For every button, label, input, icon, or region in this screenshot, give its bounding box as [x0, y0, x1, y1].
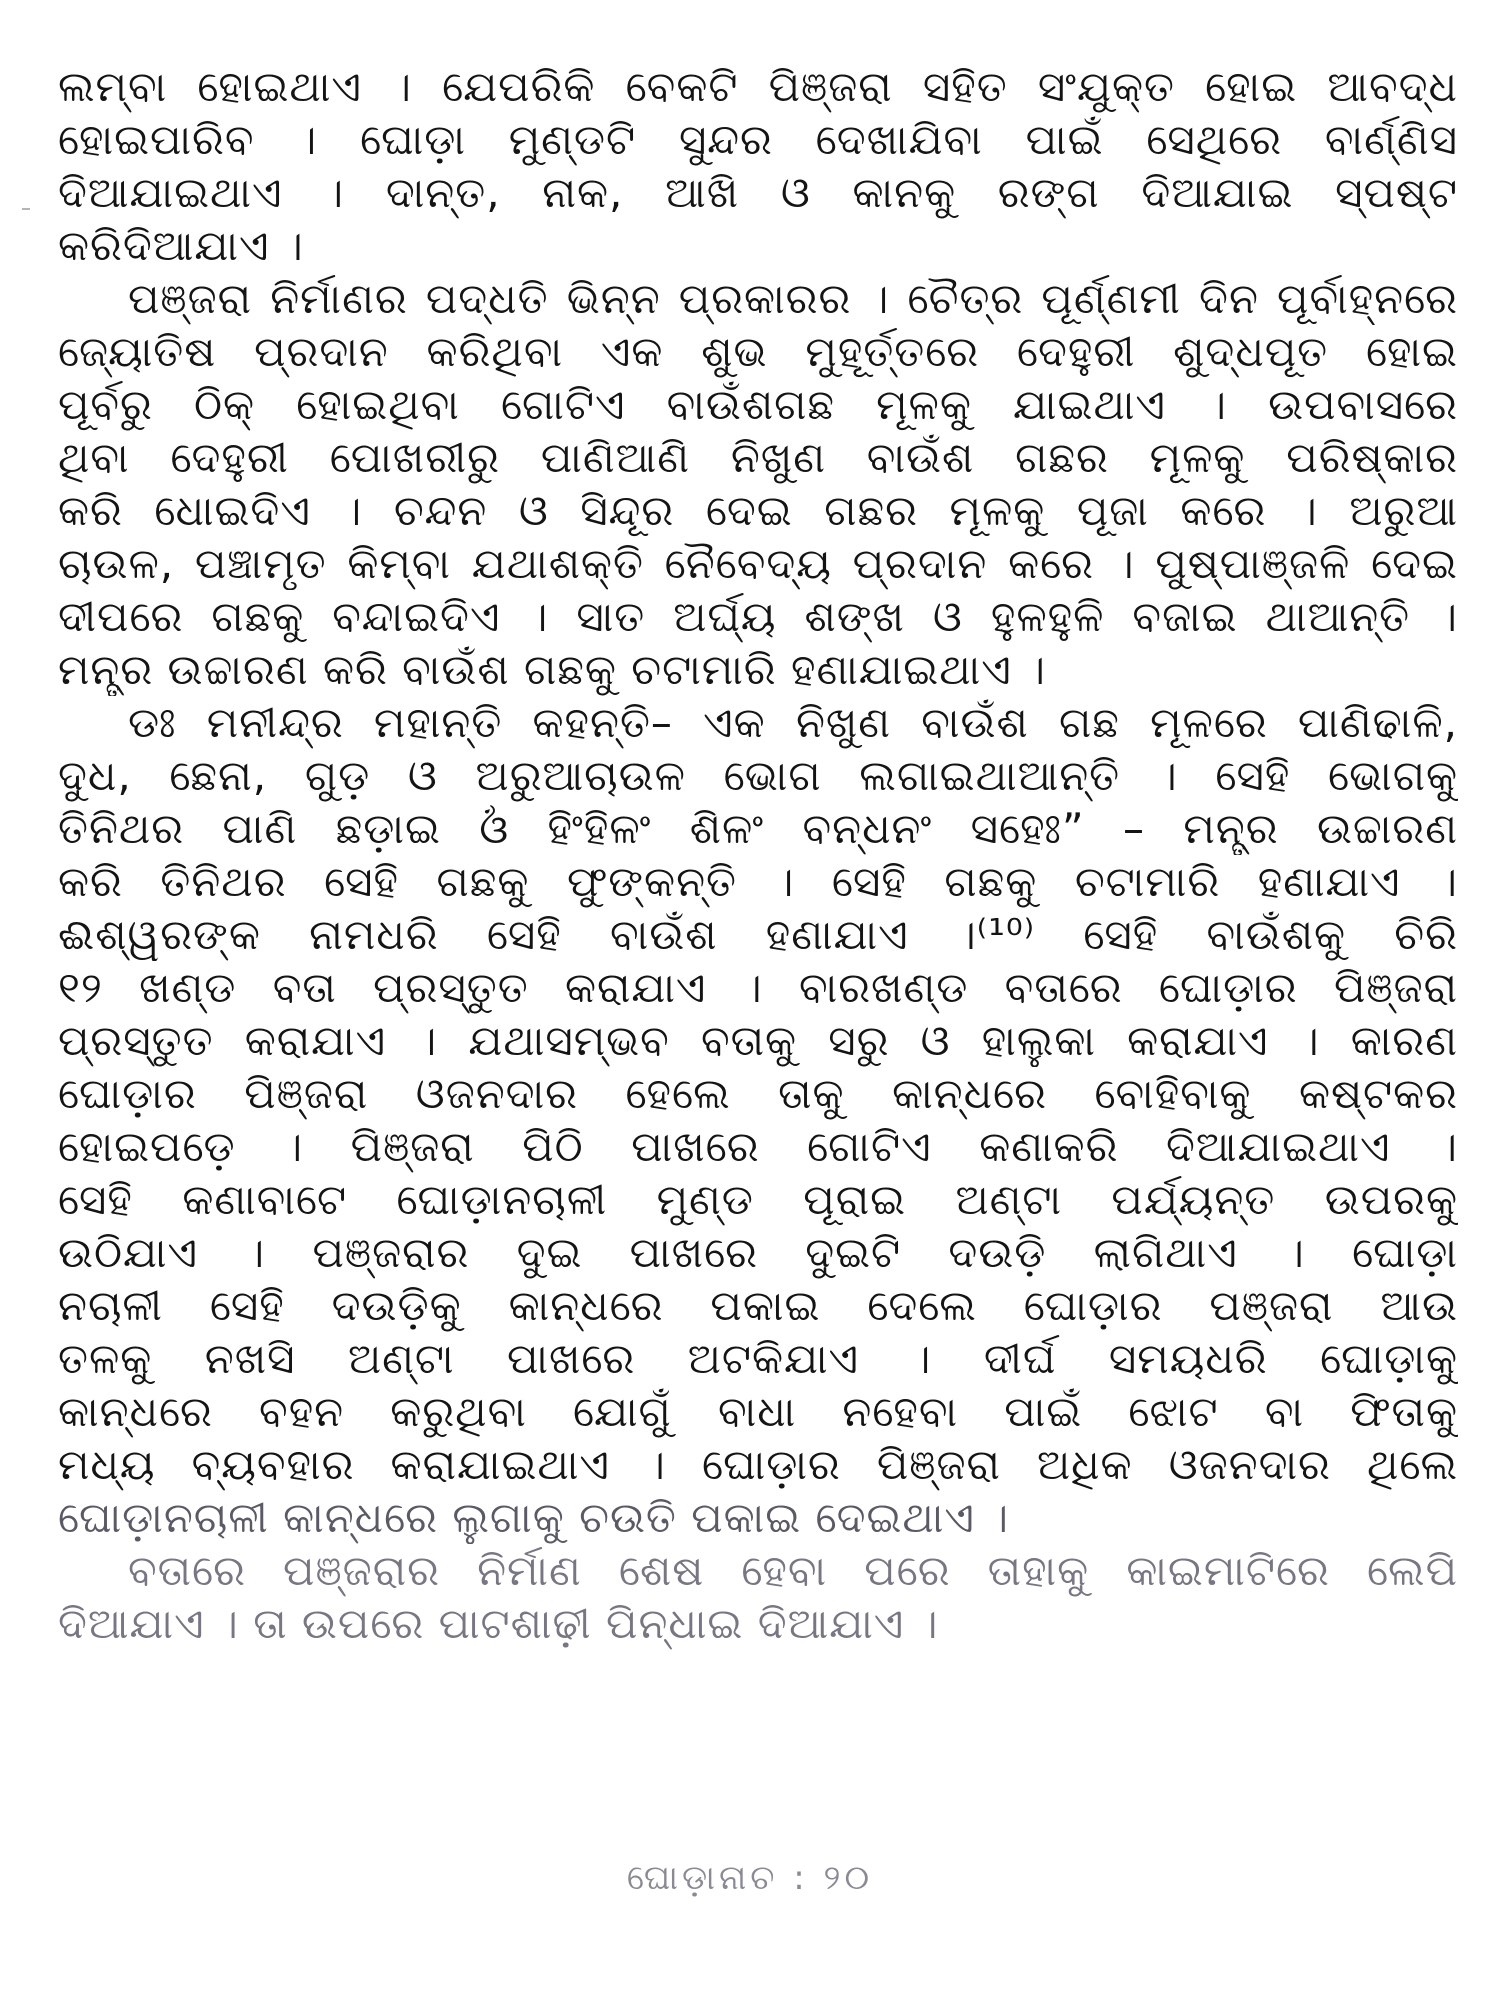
text-line: ୧୨ ଖଣ୍ଡ ବତା ପ୍ରସ୍ତୁତ କରାଯାଏ । ବାରଖଣ୍ଡ ବତାରେ ଘୋଡ଼ାର ପିଞ୍ଜରା [58, 963, 1458, 1012]
text-line: ହୋଇପଡ଼େ । ପିଞ୍ଜରା ପିଠି ପାଖରେ ଗୋଟିଏ କଣାକରି ଦିଆଯାଇଥାଏ । [58, 1122, 1458, 1171]
text-line: ପଞ୍ଜରା ନିର୍ମାଣର ପଦ୍ଧତି ଭିନ୍ନ ପ୍ରକାରର । ଚୈତ୍ର ପୂର୍ଣ୍ଣମୀ ଦିନ ପୂର୍ବାହ୍ନରେ [128, 274, 1458, 323]
text-line: ବତାରେ ପଞ୍ଜରାର ନିର୍ମାଣ ଶେଷ ହେବା ପରେ ତାହାକୁ କାଇମାଟିରେ ଲେପି [128, 1546, 1458, 1595]
text-line: ଲମ୍ବା ହୋଇଥାଏ । ଯେପରିକି ବେକଟି ପିଞ୍ଜରା ସହିତ ସଂଯୁକ୍ତ ହୋଇ ଆବଦ୍ଧ [58, 62, 1458, 111]
text-line: ଈଶ୍ୱରଙ୍କ ନାମଧରି ସେହି ବାଉଁଶ ହଣାଯାଏ ।⁽¹⁰⁾ ସେହି ବାଉଁଶକୁ ଚିରି [58, 910, 1458, 959]
text-line: ଘୋଡ଼ାନଚାଳୀ କାନ୍ଧରେ ଲୁଗାକୁ ଚଉତି ପକାଇ ଦେଇଥାଏ । [58, 1493, 1010, 1542]
text-line: ଦିଆଯାଏ । ତା ଉପରେ ପାଟଶାଢ଼ୀ ପିନ୍ଧାଇ ଦିଆଯାଏ । [58, 1599, 939, 1648]
text-line: ଜ୍ୟୋତିଷ ପ୍ରଦାନ କରିଥିବା ଏକ ଶୁଭ ମୁହୂର୍ତ୍ତରେ ଦେହୁରୀ ଶୁଦ୍ଧପୂତ ହୋଇ [58, 327, 1458, 376]
text-line: ମନ୍ତ୍ର ଉଚ୍ଚାରଣ କରି ବାଉଁଶ ଗଛକୁ ଚଟାମାରି ହଣାଯାଇଥାଏ । [58, 645, 1047, 694]
text-line: କାନ୍ଧରେ ବହନ କରୁଥିବା ଯୋଗୁଁ ବାଧା ନହେବା ପାଇଁ ଝୋଟ ବା ଫିତାକୁ [58, 1387, 1458, 1436]
body-text [58, 60, 1458, 1650]
text-line: ନଚାଳୀ ସେହି ଦଉଡ଼ିକୁ କାନ୍ଧରେ ପକାଇ ଦେଲେ ଘୋଡ଼ାର ପଞ୍ଜରା ଆଉ [58, 1281, 1458, 1330]
text-line: ଡଃ ମନୀନ୍ଦ୍ର ମହାନ୍ତି କହନ୍ତି– ଏକ ନିଖୁଣ ବାଉଁଶ ଗଛ ମୂଳରେ ପାଣିଢାଳି, [128, 698, 1458, 747]
text-line: ହୋଇପାରିବ । ଘୋଡ଼ା ମୁଣ୍ଡଟି ସୁନ୍ଦର ଦେଖାଯିବା ପାଇଁ ସେଥିରେ ବାର୍ଣ୍ଣିସ [58, 115, 1458, 164]
text-line: ଦିଆଯାଇଥାଏ । ଦାନ୍ତ, ନାକ, ଆଖି ଓ କାନକୁ ରଙ୍ଗ ଦିଆଯାଇ ସ୍ପଷ୍ଟ [58, 168, 1458, 217]
text-line: ଥିବା ଦେହୁରୀ ପୋଖରୀରୁ ପାଣିଆଣି ନିଖୁଣ ବାଉଁଶ ଗଛର ମୂଳକୁ ପରିଷ୍କାର [58, 433, 1458, 482]
text-line: କରି ଧୋଇଦିଏ । ଚନ୍ଦନ ଓ ସିନ୍ଦୂର ଦେଇ ଗଛର ମୂଳକୁ ପୂଜା କରେ । ଅରୁଆ [58, 486, 1458, 535]
text-line: ଉଠିଯାଏ । ପଞ୍ଜରାର ଦୁଇ ପାଖରେ ଦୁଇଟି ଦଉଡ଼ି ଲାଗିଥାଏ । ଘୋଡ଼ା [58, 1228, 1458, 1277]
page-footer: ଘୋଡ଼ାନାଚ : ୨୦ [626, 1858, 874, 1898]
text-line: କରି ତିନିଥର ସେହି ଗଛକୁ ଫୁଙ୍କନ୍ତି । ସେହି ଗଛକୁ ଚଟାମାରି ହଣାଯାଏ । [58, 857, 1458, 906]
text-line: ଦୁଧ, ଛେନା, ଗୁଡ଼ ଓ ଅରୁଆଚାଉଳ ଭୋଗ ଲଗାଇଥାଆନ୍ତି । ସେହି ଭୋଗକୁ [58, 751, 1458, 800]
text-line: ମଧ୍ୟ ବ୍ୟବହାର କରାଯାଇଥାଏ । ଘୋଡ଼ାର ପିଞ୍ଜରା ଅଧିକ ଓଜନଦାର ଥିଲେ [58, 1440, 1458, 1489]
text-line: ଦୀପରେ ଗଛକୁ ବନ୍ଦାଇଦିଏ । ସାତ ଅର୍ଘ୍ୟ ଶଙ୍ଖ ଓ ହୁଳହୁଳି ବଜାଇ ଥାଆନ୍ତି । [58, 592, 1458, 641]
text-line: ତିନିଥର ପାଣି ଛଡ଼ାଇ ଓଁ ହିଂହିଳଂ ଶିଳଂ ବନ୍ଧନଂ ସହେଃ” – ମନ୍ତ୍ର ଉଚ୍ଚାରଣ [58, 804, 1458, 853]
text-line: ପ୍ରସ୍ତୁତ କରାଯାଏ । ଯଥାସମ୍ଭବ ବତାକୁ ସରୁ ଓ ହାଲୁକା କରାଯାଏ । କାରଣ [58, 1016, 1458, 1065]
text-line: ସେହି କଣାବାଟେ ଘୋଡ଼ାନଚାଳୀ ମୁଣ୍ଡ ପୂରାଇ ଅଣ୍ଟା ପର୍ଯ୍ୟନ୍ତ ଉପରକୁ [58, 1175, 1458, 1224]
text-line: ଚାଉଳ, ପଞ୍ଚାମୃତ କିମ୍ବା ଯଥାଶକ୍ତି ନୈବେଦ୍ୟ ପ୍ରଦାନ କରେ । ପୁଷ୍ପାଞ୍ଜଳି ଦେଇ [58, 539, 1458, 588]
text-line: କରିଦିଆଯାଏ । [58, 221, 304, 270]
margin-mark [22, 208, 30, 210]
text-line: ପୂର୍ବରୁ ଠିକ୍ ହୋଇଥିବା ଗୋଟିଏ ବାଉଁଶଗଛ ମୂଳକୁ ଯାଇଥାଏ । ଉପବାସରେ [58, 380, 1458, 429]
text-line: ତଳକୁ ନଖସି ଅଣ୍ଟା ପାଖରେ ଅଟକିଯାଏ । ଦୀର୍ଘ ସମୟଧରି ଘୋଡ଼ାକୁ [58, 1334, 1458, 1383]
text-line: ଘୋଡ଼ାର ପିଞ୍ଜରା ଓଜନଦାର ହେଲେ ତାକୁ କାନ୍ଧରେ ବୋହିବାକୁ କଷ୍ଟକର [58, 1069, 1458, 1118]
